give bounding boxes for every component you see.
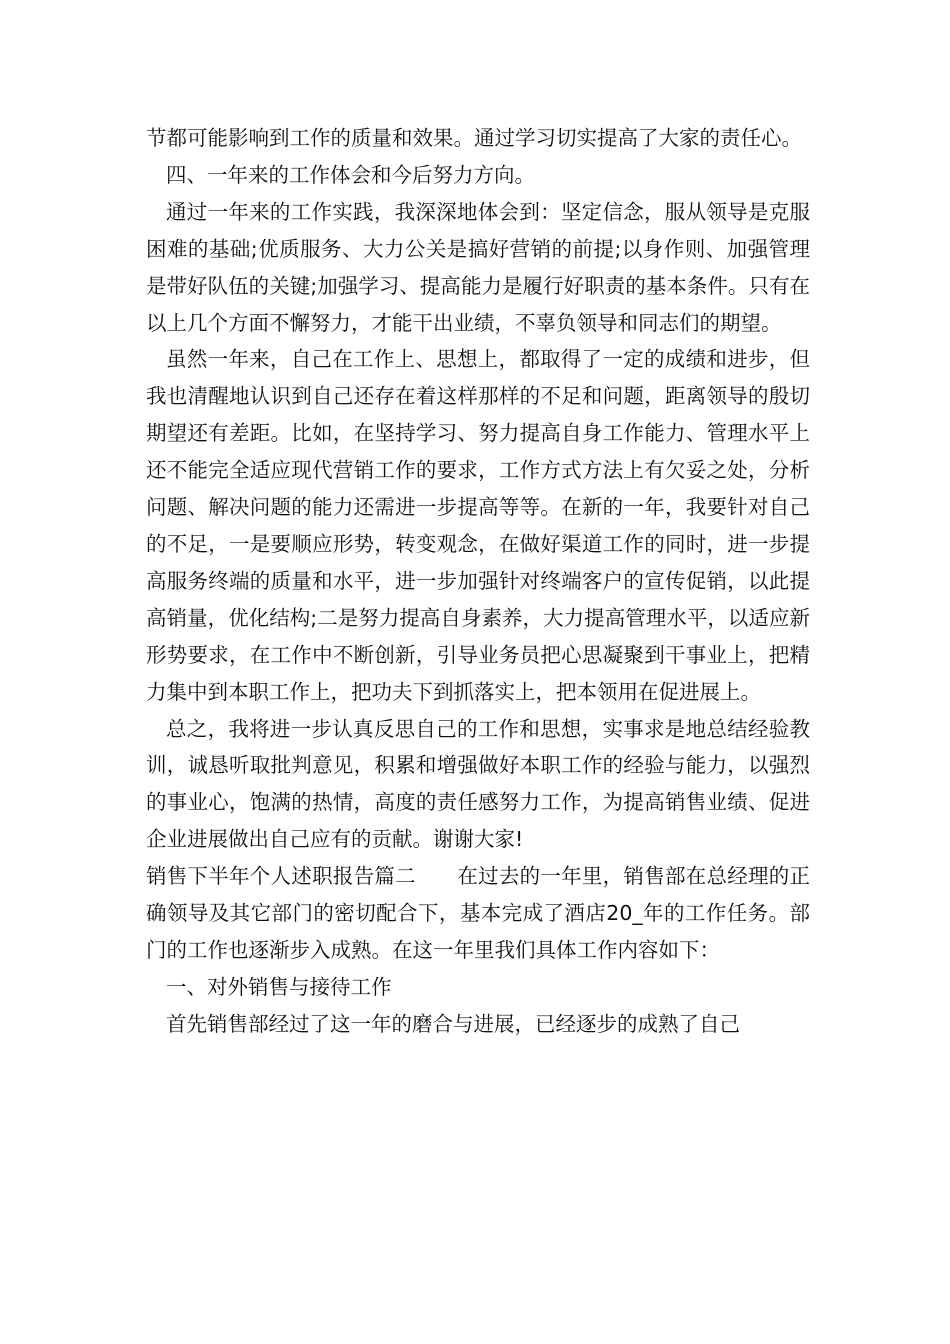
paragraph-experience: 通过一年来的工作实践，我深深地体会到：坚定信念，服从领导是克服困难的基础;优质服务、大力公关是搞好营销的前提;以身作则、加强管理是带好队伍的关键;加强学习、提高能力是履行好职责的基本条件。只有在以上几个方面不懈努力，才能干出业绩，不辜负领导和同志们的期望。 [146,199,810,335]
section-heading-1: 一、对外销售与接待工作 [166,974,392,999]
paragraph-report-two-intro: 销售下半年个人述职报告篇二 在过去的一年里，销售部在总经理的正确领导及其它部门的密切配合下，基本完成了酒店20_年的工作任务。部门的工作也逐渐步入成熟。在这一年里我们具体工作内容如下： [146,864,810,962]
paragraph-continuation: 节都可能影响到工作的质量和效果。通过学习切实提高了大家的责任心。 [146,126,802,150]
paragraph-shortcomings: 虽然一年来，自己在工作上、思想上，都取得了一定的成绩和进步，但我也清醒地认识到自己还存在着这样那样的不足和问题，距离领导的殷切期望还有差距。比如，在坚持学习、努力提高自身工作能力、管理水平上还不能完全适应现代营销工作的要求，工作方式方法上有欠妥之处，分析问题、解决问题的能力还需进一步提高等等。在新的一年，我要针对自己的不足，一是要顺应形势，转变观念，在做好渠道工作的同时，进一步提高服务终端的质量和水平，进一步加强针对终端客户的宣传促销，以此提高销量，优化结构;二是努力提高自身素养，大力提高管理水平，以适应新形势要求，在工作中不断创新，引导业务员把心思凝聚到干事业上，把精力集中到本职工作上，把功夫下到抓落实上，把本领用在促进展上。 [146,347,810,704]
paragraph-conclusion: 总之，我将进一步认真反思自己的工作和思想，实事求是地总结经验教训，诚恳听取批判意见，积累和增强做好本职工作的经验与能力，以强烈的事业心，饱满的热情，高度的责任感努力工作，为提高销售业绩、促进企业进展做出自己应有的贡献。谢谢大家! [146,716,810,852]
section-heading-4: 四、一年来的工作体会和今后努力方向。 [166,162,535,187]
document-body [146,120,810,1043]
paragraph-sales-dept: 首先销售部经过了这一年的磨合与进展，已经逐步的成熟了自己 [166,1011,740,1036]
